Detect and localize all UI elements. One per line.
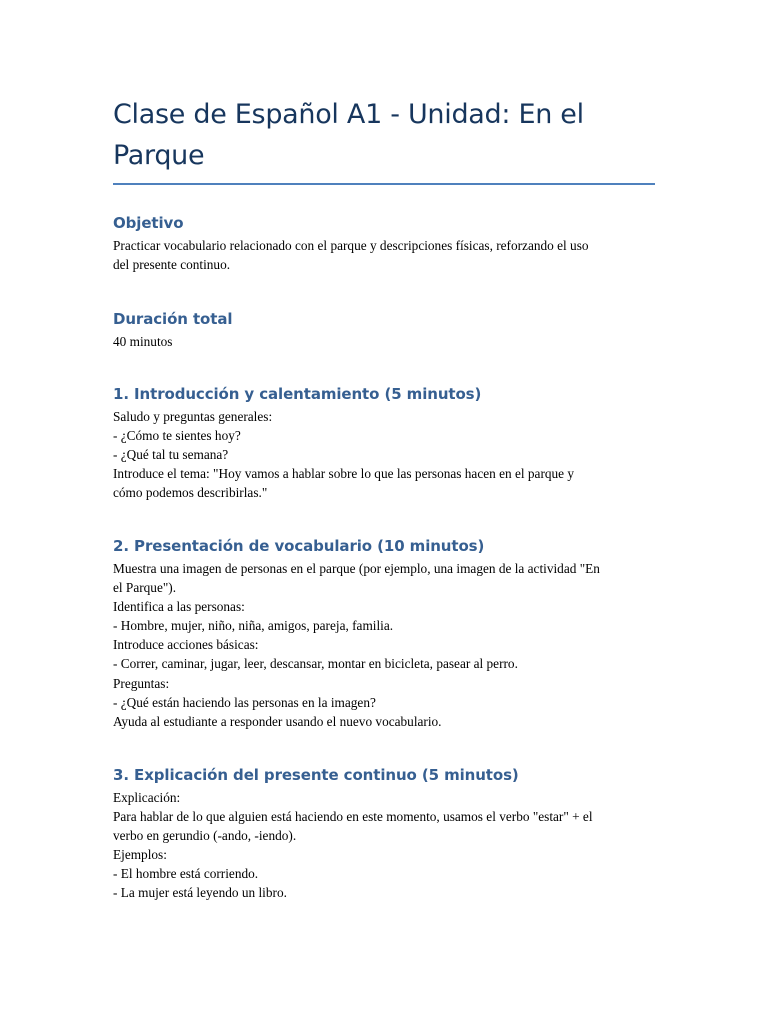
section-heading: 3. Explicación del presente continuo (5 minutos) [113, 766, 519, 784]
body-line: 40 minutos [113, 334, 173, 349]
body-line: el Parque"). [113, 580, 177, 596]
body-line: Practicar vocabulario relacionado con el parque y descripciones físicas, reforzando el uso [113, 238, 589, 253]
body-line: verbo en gerundio (-ando, -iendo). [113, 828, 297, 844]
section-presente-continuo [113, 765, 658, 903]
body-line: Introduce acciones básicas: [113, 637, 259, 653]
body-line: Preguntas: [113, 675, 170, 691]
body-line: - ¿Cómo te sientes hoy? [113, 428, 241, 444]
body-line: Saludo y preguntas generales: [113, 409, 273, 424]
section-introduccion [113, 384, 658, 502]
body-line: Ayuda al estudiante a responder usando el nuevo vocabulario. [113, 713, 442, 729]
body-line: Explicación: [113, 790, 181, 805]
body-line: del presente continuo. [113, 257, 231, 273]
body-line: Para hablar de lo que alguien está haciendo en este momento, usamos el verbo "estar" + el [113, 809, 593, 825]
section-heading: 2. Presentación de vocabulario (10 minutos) [113, 537, 485, 555]
section-heading: Duración total [113, 310, 233, 328]
body-line: - ¿Qué tal tu semana? [113, 447, 229, 463]
body-line: - Correr, caminar, jugar, leer, descansar, montar en bicicleta, pasear al perro. [113, 656, 518, 672]
body-line: - ¿Qué están haciendo las personas en la imagen? [113, 694, 376, 710]
body-line: - Hombre, mujer, niño, niña, amigos, pareja, familia. [113, 618, 394, 634]
section-heading: 1. Introducción y calentamiento (5 minutos) [113, 385, 482, 403]
body-line: Ejemplos: [113, 847, 167, 863]
body-line: - El hombre está corriendo. [113, 866, 259, 882]
document-title: Clase de Español A1 - Unidad: En el Parque [113, 94, 655, 185]
body-line: Introduce el tema: "Hoy vamos a hablar sobre lo que las personas hacen en el parque y [113, 466, 575, 482]
section-heading: Objetivo [113, 214, 184, 232]
section-vocabulario [113, 536, 658, 731]
body-line: cómo podemos describirlas." [113, 485, 268, 501]
body-line: - La mujer está leyendo un libro. [113, 885, 287, 901]
body-line: Identifica a las personas: [113, 599, 245, 615]
section-objetivo [113, 213, 658, 274]
section-duracion [113, 309, 658, 351]
body-line: Muestra una imagen de personas en el parque (por ejemplo, una imagen de la actividad "En [113, 561, 600, 576]
